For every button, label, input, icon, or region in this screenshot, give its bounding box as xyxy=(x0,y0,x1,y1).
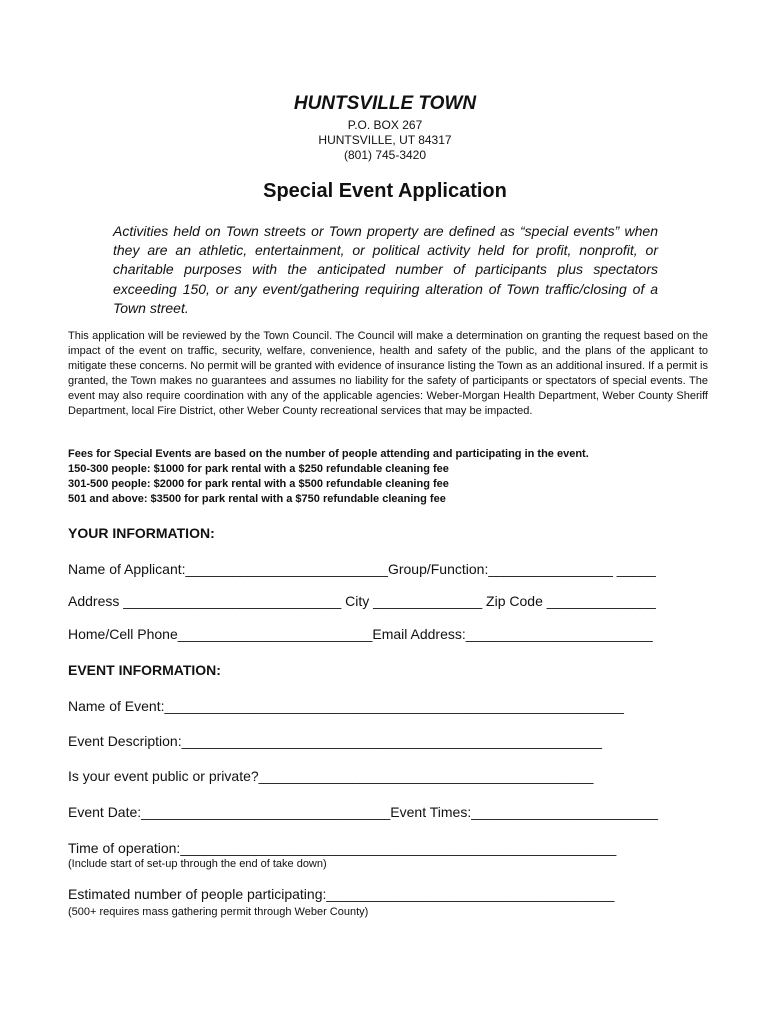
event-name-line[interactable]: Name of Event:___________________________________________________________ xyxy=(68,698,624,714)
event-information-heading: EVENT INFORMATION: xyxy=(68,662,221,678)
time-of-operation-note: (Include start of set-up through the end of take down) xyxy=(68,858,327,870)
public-private-line[interactable]: Is your event public or private?___________________________________________ xyxy=(68,768,594,784)
fee-tier-1: 150-300 people: $1000 for park rental with a $250 refundable cleaning fee xyxy=(68,463,449,475)
phone-email-line[interactable]: Home/Cell Phone_________________________Email Address:________________________ xyxy=(68,626,653,642)
fee-tier-2: 301-500 people: $2000 for park rental with a $500 refundable cleaning fee xyxy=(68,478,449,490)
fees-intro: Fees for Special Events are based on the number of people attending and participating in the event. xyxy=(68,448,589,460)
event-date-times-line[interactable]: Event Date:________________________________Event Times:________________________ xyxy=(68,804,659,820)
phone-number: (801) 745-3420 xyxy=(343,148,427,162)
city-state-zip: HUNTSVILLE, UT 84317 xyxy=(318,133,452,147)
fee-tier-3: 501 and above: $3500 for park rental with a $750 refundable cleaning fee xyxy=(68,493,446,505)
town-name: HUNTSVILLE TOWN xyxy=(293,93,477,114)
estimated-people-note: (500+ requires mass gathering permit through Weber County) xyxy=(68,906,369,918)
estimated-people-line[interactable]: Estimated number of people participating:_____________________________________ xyxy=(68,886,615,902)
address-city-zip-line[interactable]: Address ____________________________ City ______________ Zip Code ______________ xyxy=(68,593,656,609)
po-box: P.O. BOX 267 xyxy=(347,118,423,132)
review-paragraph: This application will be reviewed by the Town Council. The Council will make a determination on granting the request based on the impact of the event on traffic, security, welfare, convenience, health and safety of the public, and the plans of the applicant to mitigate these concerns. No permit will be granted with evidence of insurance listing the Town as an additional insured. If a permit is granted, the Town makes no guarantees and assumes no liability for the safety of participants or spectators of special events. The event may also require coordination with any of the applicable agencies: Weber-Morgan Health Department, Weber County Sheriff Department, local Fire District, other Weber County recreational services that may be impacted. xyxy=(68,330,708,417)
document-title: Special Event Application xyxy=(263,180,507,202)
event-description-line[interactable]: Event Description:______________________________________________________ xyxy=(68,733,603,749)
intro-paragraph: Activities held on Town streets or Town property are defined as “special events” when they are an athletic, entertainment, or political activity held for profit, nonprofit, or charitable purposes with the anticipated number of participants plus spectators exceeding 150, or any event/gathering requiring alteration of Town traffic/closing of a Town street. xyxy=(113,223,658,316)
applicant-group-line[interactable]: Name of Applicant:__________________________Group/Function:________________ _____ xyxy=(68,561,656,577)
fees-block xyxy=(68,447,718,507)
your-information-heading: YOUR INFORMATION: xyxy=(68,525,215,541)
time-of-operation-line[interactable]: Time of operation:________________________________________________________ xyxy=(68,840,617,856)
